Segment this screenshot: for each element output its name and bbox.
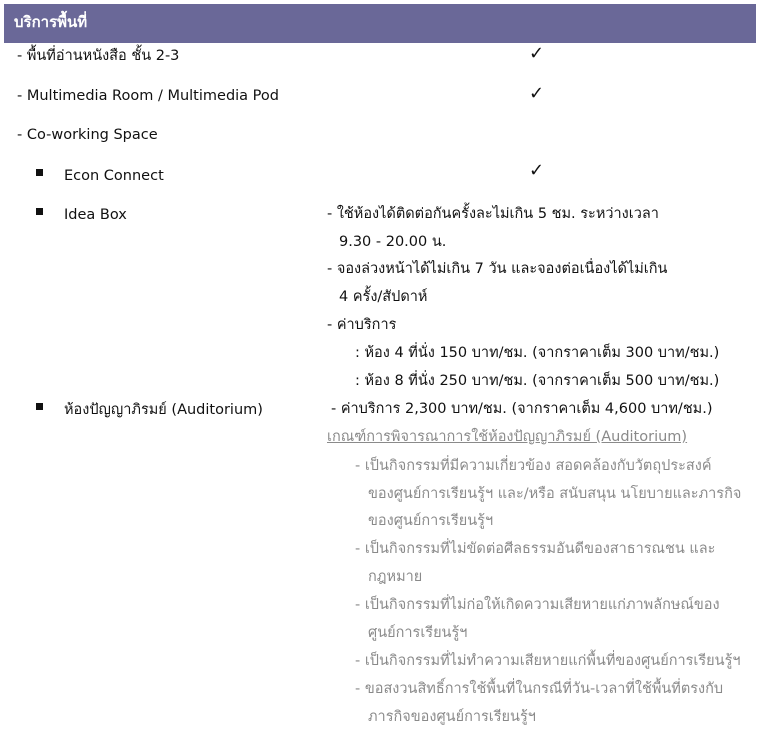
idea-box-detail: : ห้อง 4 ที่นั่ง 150 บาท/ชม. (จากราคาเต็ม 300 บาท/ชม.) bbox=[355, 345, 720, 361]
auditorium-criteria-line: ของศูนย์การเรียนรู้ฯ และ/หรือ สนับสนุน นโยบายและภารกิจ bbox=[368, 486, 742, 502]
auditorium-criteria-line: - เป็นกิจกรรมที่มีความเกี่ยวข้อง สอดคล้องกับวัตถุประสงค์ bbox=[355, 458, 712, 474]
auditorium-criteria-line: ของศูนย์การเรียนรู้ฯ bbox=[368, 513, 494, 529]
idea-box-detail: - ใช้ห้องได้ติดต่อกันครั้งละไม่เกิน 5 ชม. ระหว่างเวลา bbox=[327, 206, 659, 222]
auditorium-criteria-line: ภารกิจของศูนย์การเรียนรู้ฯ bbox=[368, 709, 536, 725]
check-icon: ✓ bbox=[529, 83, 545, 104]
bullet-square bbox=[36, 403, 43, 410]
idea-box-detail: 9.30 - 20.00 น. bbox=[339, 234, 447, 250]
check-icon: ✓ bbox=[529, 43, 545, 64]
idea-box-detail: - ค่าบริการ bbox=[327, 317, 397, 333]
auditorium-criteria-line: ศูนย์การเรียนรู้ฯ bbox=[368, 625, 468, 641]
service-auditorium: ห้องปัญญาภิรมย์ (Auditorium) bbox=[64, 402, 263, 418]
service-multimedia-room: - Multimedia Room / Multimedia Pod bbox=[17, 88, 279, 104]
service-econ-connect: Econ Connect bbox=[64, 168, 164, 184]
auditorium-criteria-line: - ขอสงวนสิทธิ์การใช้พื้นที่ในกรณีที่วัน-เวลาที่ใช้พื้นที่ตรงกับ bbox=[355, 681, 724, 697]
bullet-square bbox=[36, 169, 43, 176]
auditorium-criteria-line: กฎหมาย bbox=[368, 569, 423, 585]
auditorium-criteria-title: เกณฑ์การพิจารณาการใช้ห้องปัญญาภิรมย์ (Auditorium) bbox=[327, 429, 688, 445]
auditorium-fee: - ค่าบริการ 2,300 บาท/ชม. (จากราคาเต็ม 4,600 บาท/ชม.) bbox=[331, 401, 713, 417]
service-reading-area: - พื้นที่อ่านหนังสือ ชั้น 2-3 bbox=[17, 48, 180, 64]
bullet-square bbox=[36, 208, 43, 215]
auditorium-criteria-line: - เป็นกิจกรรมที่ไม่ทำความเสียหายแก่พื้นที่ของศูนย์การเรียนรู้ฯ bbox=[355, 653, 741, 669]
service-idea-box: Idea Box bbox=[64, 207, 127, 223]
idea-box-detail: : ห้อง 8 ที่นั่ง 250 บาท/ชม. (จากราคาเต็ม 500 บาท/ชม.) bbox=[355, 373, 720, 389]
service-coworking: - Co-working Space bbox=[17, 127, 158, 143]
idea-box-detail: 4 ครั้ง/สัปดาห์ bbox=[339, 289, 428, 305]
idea-box-detail: - จองล่วงหน้าได้ไม่เกิน 7 วัน และจองต่อเนื่องได้ไม่เกิน bbox=[327, 261, 668, 277]
section-header: บริการพื้นที่ bbox=[4, 4, 756, 43]
auditorium-criteria-line: - เป็นกิจกรรมที่ไม่ก่อให้เกิดความเสียหายแก่ภาพลักษณ์ของ bbox=[355, 597, 720, 613]
check-icon: ✓ bbox=[529, 160, 545, 181]
auditorium-criteria-line: - เป็นกิจกรรมที่ไม่ขัดต่อศีลธรรมอันดีของสาธารณชน และ bbox=[355, 541, 716, 557]
